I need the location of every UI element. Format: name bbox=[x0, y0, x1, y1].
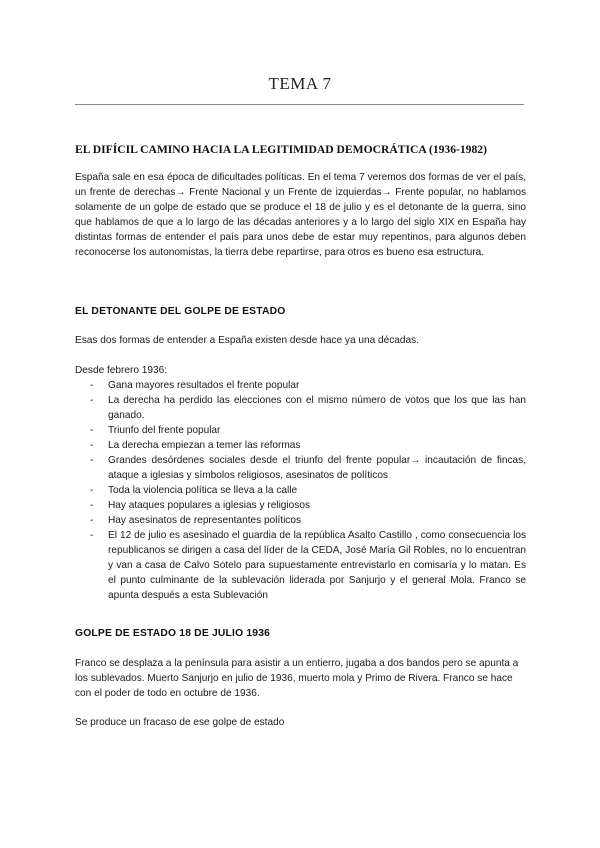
list-intro: Desde febrero 1936: bbox=[75, 365, 168, 376]
list-item: - Triunfo del frente popular bbox=[90, 425, 221, 436]
section2-heading: GOLPE DE ESTADO 18 DE JULIO 1936 bbox=[75, 628, 271, 639]
section1-heading: EL DETONANTE DEL GOLPE DE ESTADO bbox=[75, 306, 286, 317]
list-item: - Hay ataques populares a iglesias y religiosos bbox=[90, 500, 310, 511]
list-item: - El 12 de julio es asesinado el guardia de la república Asalto Castillo , como consecuencia los republicanos se dirigen a casa del líder de la CEDA, José María Gil Robles, no lo encuentran y van a casa de Calvo Sotelo para supuestamente entrevistarlo en comisaría y lo matan. Es el punto culminante de la sublevación liderada por Sanjurjo y el general Mola. Franco se apunta después a esta Sublevación bbox=[90, 530, 526, 601]
closing-paragraph: Se produce un fracaso de ese golpe de estado bbox=[75, 717, 285, 728]
list-item: - Toda la violencia política se lleva a la calle bbox=[90, 485, 298, 496]
intro-paragraph: España sale en esa época de dificultades políticas. En el tema 7 veremos dos formas de ver el país, un frente de derechas→ Frente Nacional y un Frente de izquierdas→ Frente popular, no hablamos solamente de un golpe de estado que se produce el 18 de julio y es el detonante de la guerra, sino que hablamos de que a lo largo de las décadas anteriores y a lo largo del siglo XIX en España hay distintas formas de entender el país para unos debe de estar muy repentinos, para algunos deben reconocerse los autonomistas, la tierra debe repartirse, para otros es bueno esa estructura. bbox=[75, 172, 526, 258]
list-item: - Gana mayores resultados el frente popular bbox=[90, 380, 300, 391]
events-list bbox=[75, 378, 526, 603]
section1-paragraph: Esas dos formas de entender a España existen desde hace ya una décadas. bbox=[75, 335, 419, 346]
section2-paragraph: Franco se desplaza a la península para asistir a un entierro, jugaba a dos bandos pero se apunta a los sublevados. Muerto Sanjurjo en julio de 1936, muerto mola y Primo de Rivera. Franco se hace con el poder de todo en octubre de 1936. bbox=[75, 658, 519, 699]
title-divider bbox=[75, 104, 524, 105]
page-title: TEMA 7 bbox=[268, 74, 332, 93]
list-item: - La derecha empiezan a temer las reformas bbox=[90, 440, 301, 451]
list-item: - La derecha ha perdido las elecciones con el mismo número de votos que los que las han ganado. bbox=[90, 395, 526, 421]
list-item: - Grandes desórdenes sociales desde el triunfo del frente popular→ incautación de fincas, ataque a iglesias y símbolos religiosos, asesinatos de políticos bbox=[90, 455, 526, 481]
list-item: - Hay asesinatos de representantes políticos bbox=[90, 515, 302, 526]
main-heading: EL DIFÍCIL CAMINO HACIA LA LEGITIMIDAD DEMOCRÁTICA (1936-1982) bbox=[75, 143, 487, 156]
